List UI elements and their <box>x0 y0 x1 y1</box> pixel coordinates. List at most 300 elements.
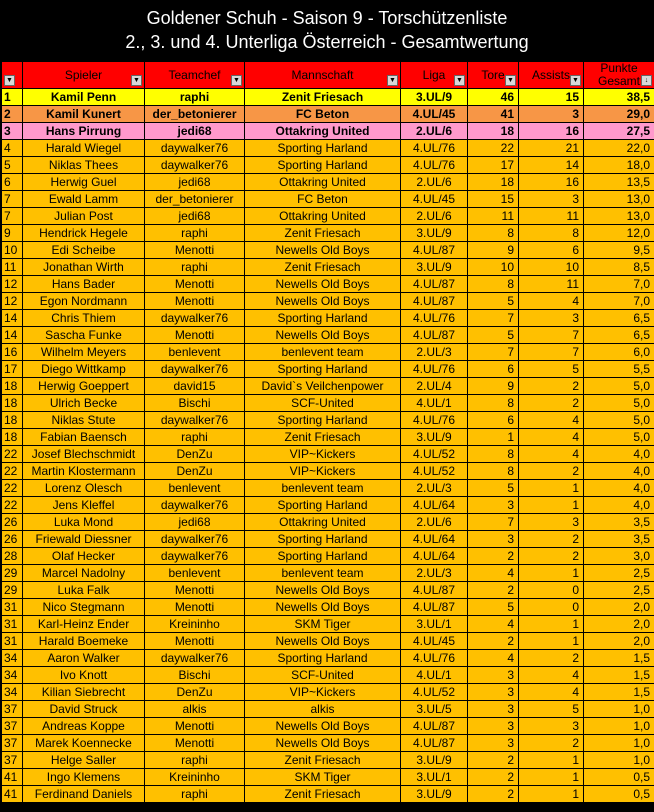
teamchef-cell[interactable]: daywalker76 <box>145 650 245 667</box>
assists-cell[interactable]: 1 <box>519 480 584 497</box>
points-cell[interactable]: 12,0 <box>584 225 654 242</box>
points-cell[interactable]: 27,5 <box>584 123 654 140</box>
rank-cell[interactable]: 34 <box>2 650 23 667</box>
player-cell[interactable]: Edi Scheibe <box>23 242 145 259</box>
goals-cell[interactable]: 7 <box>468 344 519 361</box>
league-cell[interactable]: 4.UL/87 <box>401 718 468 735</box>
goals-cell[interactable]: 2 <box>468 582 519 599</box>
dropdown-arrow-icon[interactable]: ▼ <box>505 75 516 86</box>
goals-cell[interactable]: 10 <box>468 259 519 276</box>
goals-cell[interactable]: 7 <box>468 514 519 531</box>
teamchef-cell[interactable]: david15 <box>145 378 245 395</box>
team-cell[interactable]: VIP~Kickers <box>245 463 401 480</box>
rank-cell[interactable]: 2 <box>2 106 23 123</box>
player-cell[interactable]: Hendrick Hegele <box>23 225 145 242</box>
player-cell[interactable]: Marek Koennecke <box>23 735 145 752</box>
rank-cell[interactable]: 37 <box>2 718 23 735</box>
rank-cell[interactable]: 18 <box>2 378 23 395</box>
league-cell[interactable]: 3.UL/1 <box>401 769 468 786</box>
assists-cell[interactable]: 3 <box>519 718 584 735</box>
goals-cell[interactable]: 2 <box>468 769 519 786</box>
team-cell[interactable]: Newells Old Boys <box>245 582 401 599</box>
header-teamchef[interactable]: Teamchef ▼ <box>145 62 245 89</box>
league-cell[interactable]: 4.UL/45 <box>401 191 468 208</box>
player-cell[interactable]: Wilhelm Meyers <box>23 344 145 361</box>
teamchef-cell[interactable]: daywalker76 <box>145 157 245 174</box>
league-cell[interactable]: 4.UL/52 <box>401 446 468 463</box>
goals-cell[interactable]: 15 <box>468 191 519 208</box>
league-cell[interactable]: 2.UL/6 <box>401 208 468 225</box>
assists-cell[interactable]: 1 <box>519 786 584 803</box>
goals-cell[interactable]: 8 <box>468 395 519 412</box>
points-cell[interactable]: 38,5 <box>584 89 654 106</box>
player-cell[interactable]: Niklas Stute <box>23 412 145 429</box>
teamchef-cell[interactable]: Bischi <box>145 667 245 684</box>
teamchef-cell[interactable]: daywalker76 <box>145 531 245 548</box>
points-cell[interactable]: 3,5 <box>584 531 654 548</box>
goals-cell[interactable]: 18 <box>468 123 519 140</box>
rank-cell[interactable]: 41 <box>2 769 23 786</box>
league-cell[interactable]: 3.UL/9 <box>401 786 468 803</box>
assists-cell[interactable]: 2 <box>519 548 584 565</box>
dropdown-arrow-icon[interactable]: ▼ <box>454 75 465 86</box>
rank-cell[interactable]: 14 <box>2 327 23 344</box>
league-cell[interactable]: 4.UL/52 <box>401 463 468 480</box>
team-cell[interactable]: SCF-United <box>245 667 401 684</box>
rank-cell[interactable]: 18 <box>2 412 23 429</box>
goals-cell[interactable]: 9 <box>468 242 519 259</box>
rank-cell[interactable]: 29 <box>2 565 23 582</box>
team-cell[interactable]: SCF-United <box>245 395 401 412</box>
teamchef-cell[interactable]: Menotti <box>145 276 245 293</box>
team-cell[interactable]: Newells Old Boys <box>245 293 401 310</box>
league-cell[interactable]: 4.UL/87 <box>401 582 468 599</box>
points-cell[interactable]: 13,0 <box>584 191 654 208</box>
points-cell[interactable]: 1,5 <box>584 667 654 684</box>
rank-cell[interactable]: 37 <box>2 701 23 718</box>
goals-cell[interactable]: 3 <box>468 497 519 514</box>
league-cell[interactable]: 4.UL/1 <box>401 667 468 684</box>
team-cell[interactable]: David`s Veilchenpower <box>245 378 401 395</box>
goals-cell[interactable]: 3 <box>468 667 519 684</box>
teamchef-cell[interactable]: jedi68 <box>145 174 245 191</box>
assists-cell[interactable]: 16 <box>519 123 584 140</box>
points-cell[interactable]: 29,0 <box>584 106 654 123</box>
team-cell[interactable]: Sporting Harland <box>245 412 401 429</box>
points-cell[interactable]: 2,5 <box>584 565 654 582</box>
points-cell[interactable]: 22,0 <box>584 140 654 157</box>
teamchef-cell[interactable]: daywalker76 <box>145 140 245 157</box>
assists-cell[interactable]: 11 <box>519 208 584 225</box>
team-cell[interactable]: Newells Old Boys <box>245 276 401 293</box>
rank-cell[interactable]: 31 <box>2 633 23 650</box>
league-cell[interactable]: 4.UL/87 <box>401 276 468 293</box>
league-cell[interactable]: 4.UL/87 <box>401 242 468 259</box>
goals-cell[interactable]: 3 <box>468 718 519 735</box>
assists-cell[interactable]: 10 <box>519 259 584 276</box>
league-cell[interactable]: 4.UL/45 <box>401 633 468 650</box>
assists-cell[interactable]: 4 <box>519 446 584 463</box>
teamchef-cell[interactable]: Menotti <box>145 633 245 650</box>
rank-cell[interactable]: 22 <box>2 480 23 497</box>
league-cell[interactable]: 3.UL/9 <box>401 225 468 242</box>
league-cell[interactable]: 3.UL/9 <box>401 89 468 106</box>
league-cell[interactable]: 4.UL/64 <box>401 497 468 514</box>
player-cell[interactable]: Andreas Koppe <box>23 718 145 735</box>
team-cell[interactable]: benlevent team <box>245 565 401 582</box>
goals-cell[interactable]: 4 <box>468 650 519 667</box>
rank-cell[interactable]: 1 <box>2 89 23 106</box>
points-cell[interactable]: 1,0 <box>584 735 654 752</box>
goals-cell[interactable]: 8 <box>468 225 519 242</box>
player-cell[interactable]: Herwig Guel <box>23 174 145 191</box>
player-cell[interactable]: Harald Wiegel <box>23 140 145 157</box>
assists-cell[interactable]: 2 <box>519 378 584 395</box>
rank-cell[interactable]: 16 <box>2 344 23 361</box>
team-cell[interactable]: Ottakring United <box>245 208 401 225</box>
teamchef-cell[interactable]: raphi <box>145 89 245 106</box>
rank-cell[interactable]: 12 <box>2 276 23 293</box>
rank-cell[interactable]: 31 <box>2 616 23 633</box>
assists-cell[interactable]: 3 <box>519 514 584 531</box>
goals-cell[interactable]: 8 <box>468 446 519 463</box>
player-cell[interactable]: Fabian Baensch <box>23 429 145 446</box>
teamchef-cell[interactable]: benlevent <box>145 565 245 582</box>
teamchef-cell[interactable]: Menotti <box>145 599 245 616</box>
points-cell[interactable]: 6,5 <box>584 327 654 344</box>
team-cell[interactable]: Sporting Harland <box>245 140 401 157</box>
team-cell[interactable]: Newells Old Boys <box>245 633 401 650</box>
teamchef-cell[interactable]: daywalker76 <box>145 412 245 429</box>
rank-cell[interactable]: 22 <box>2 463 23 480</box>
player-cell[interactable]: Ewald Lamm <box>23 191 145 208</box>
teamchef-cell[interactable]: jedi68 <box>145 123 245 140</box>
league-cell[interactable]: 2.UL/3 <box>401 565 468 582</box>
goals-cell[interactable]: 2 <box>468 548 519 565</box>
teamchef-cell[interactable]: Kreininho <box>145 616 245 633</box>
teamchef-cell[interactable]: DenZu <box>145 463 245 480</box>
rank-cell[interactable]: 14 <box>2 310 23 327</box>
teamchef-cell[interactable]: raphi <box>145 752 245 769</box>
points-cell[interactable]: 1,0 <box>584 701 654 718</box>
teamchef-cell[interactable]: Menotti <box>145 718 245 735</box>
team-cell[interactable]: Zenit Friesach <box>245 752 401 769</box>
player-cell[interactable]: Jonathan Wirth <box>23 259 145 276</box>
goals-cell[interactable]: 41 <box>468 106 519 123</box>
points-cell[interactable]: 4,0 <box>584 480 654 497</box>
teamchef-cell[interactable]: jedi68 <box>145 514 245 531</box>
teamchef-cell[interactable]: jedi68 <box>145 208 245 225</box>
points-cell[interactable]: 0,5 <box>584 769 654 786</box>
team-cell[interactable]: SKM Tiger <box>245 616 401 633</box>
league-cell[interactable]: 4.UL/76 <box>401 412 468 429</box>
assists-cell[interactable]: 2 <box>519 735 584 752</box>
goals-cell[interactable]: 46 <box>468 89 519 106</box>
team-cell[interactable]: Zenit Friesach <box>245 225 401 242</box>
league-cell[interactable]: 4.UL/87 <box>401 327 468 344</box>
header-mannschaft[interactable]: Mannschaft ▼ <box>245 62 401 89</box>
header-tore[interactable]: Tore ▼ <box>468 62 519 89</box>
assists-cell[interactable]: 5 <box>519 361 584 378</box>
assists-cell[interactable]: 0 <box>519 599 584 616</box>
league-cell[interactable]: 4.UL/76 <box>401 361 468 378</box>
team-cell[interactable]: Sporting Harland <box>245 497 401 514</box>
goals-cell[interactable]: 2 <box>468 752 519 769</box>
assists-cell[interactable]: 1 <box>519 616 584 633</box>
team-cell[interactable]: Ottakring United <box>245 123 401 140</box>
player-cell[interactable]: Karl-Heinz Ender <box>23 616 145 633</box>
team-cell[interactable]: FC Beton <box>245 106 401 123</box>
teamchef-cell[interactable]: DenZu <box>145 446 245 463</box>
rank-cell[interactable]: 3 <box>2 123 23 140</box>
player-cell[interactable]: Ulrich Becke <box>23 395 145 412</box>
teamchef-cell[interactable]: raphi <box>145 429 245 446</box>
league-cell[interactable]: 2.UL/6 <box>401 174 468 191</box>
teamchef-cell[interactable]: DenZu <box>145 684 245 701</box>
team-cell[interactable]: Newells Old Boys <box>245 242 401 259</box>
player-cell[interactable]: Luka Falk <box>23 582 145 599</box>
player-cell[interactable]: Ingo Klemens <box>23 769 145 786</box>
league-cell[interactable]: 4.UL/76 <box>401 140 468 157</box>
teamchef-cell[interactable]: daywalker76 <box>145 497 245 514</box>
league-cell[interactable]: 4.UL/52 <box>401 684 468 701</box>
team-cell[interactable]: Newells Old Boys <box>245 327 401 344</box>
team-cell[interactable]: SKM Tiger <box>245 769 401 786</box>
assists-cell[interactable]: 5 <box>519 701 584 718</box>
points-cell[interactable]: 6,5 <box>584 310 654 327</box>
teamchef-cell[interactable]: Menotti <box>145 242 245 259</box>
team-cell[interactable]: Newells Old Boys <box>245 735 401 752</box>
player-cell[interactable]: Ivo Knott <box>23 667 145 684</box>
teamchef-cell[interactable]: raphi <box>145 786 245 803</box>
player-cell[interactable]: Luka Mond <box>23 514 145 531</box>
goals-cell[interactable]: 22 <box>468 140 519 157</box>
goals-cell[interactable]: 5 <box>468 480 519 497</box>
team-cell[interactable]: alkis <box>245 701 401 718</box>
assists-cell[interactable]: 2 <box>519 395 584 412</box>
assists-cell[interactable]: 1 <box>519 752 584 769</box>
player-cell[interactable]: Kamil Kunert <box>23 106 145 123</box>
team-cell[interactable]: Ottakring United <box>245 514 401 531</box>
player-cell[interactable]: Egon Nordmann <box>23 293 145 310</box>
rank-cell[interactable]: 10 <box>2 242 23 259</box>
team-cell[interactable]: benlevent team <box>245 344 401 361</box>
points-cell[interactable]: 5,0 <box>584 378 654 395</box>
player-cell[interactable]: Jens Kleffel <box>23 497 145 514</box>
points-cell[interactable]: 2,5 <box>584 582 654 599</box>
points-cell[interactable]: 6,0 <box>584 344 654 361</box>
assists-cell[interactable]: 1 <box>519 769 584 786</box>
points-cell[interactable]: 5,0 <box>584 429 654 446</box>
goals-cell[interactable]: 5 <box>468 599 519 616</box>
teamchef-cell[interactable]: Kreininho <box>145 769 245 786</box>
player-cell[interactable]: Kilian Siebrecht <box>23 684 145 701</box>
dropdown-arrow-icon[interactable]: ▼ <box>387 75 398 86</box>
assists-cell[interactable]: 1 <box>519 497 584 514</box>
points-cell[interactable]: 2,0 <box>584 616 654 633</box>
assists-cell[interactable]: 8 <box>519 225 584 242</box>
team-cell[interactable]: FC Beton <box>245 191 401 208</box>
rank-cell[interactable]: 26 <box>2 514 23 531</box>
player-cell[interactable]: Sascha Funke <box>23 327 145 344</box>
assists-cell[interactable]: 7 <box>519 327 584 344</box>
points-cell[interactable]: 1,5 <box>584 684 654 701</box>
league-cell[interactable]: 4.UL/45 <box>401 106 468 123</box>
player-cell[interactable]: Diego Wittkamp <box>23 361 145 378</box>
rank-cell[interactable]: 31 <box>2 599 23 616</box>
rank-cell[interactable]: 9 <box>2 225 23 242</box>
goals-cell[interactable]: 8 <box>468 276 519 293</box>
goals-cell[interactable]: 2 <box>468 633 519 650</box>
dropdown-arrow-icon[interactable]: ▼ <box>231 75 242 86</box>
league-cell[interactable]: 4.UL/87 <box>401 599 468 616</box>
rank-cell[interactable]: 29 <box>2 582 23 599</box>
points-cell[interactable]: 9,5 <box>584 242 654 259</box>
league-cell[interactable]: 3.UL/5 <box>401 701 468 718</box>
teamchef-cell[interactable]: benlevent <box>145 344 245 361</box>
assists-cell[interactable]: 16 <box>519 174 584 191</box>
goals-cell[interactable]: 7 <box>468 310 519 327</box>
teamchef-cell[interactable]: Menotti <box>145 293 245 310</box>
goals-cell[interactable]: 5 <box>468 327 519 344</box>
league-cell[interactable]: 4.UL/64 <box>401 548 468 565</box>
league-cell[interactable]: 3.UL/9 <box>401 429 468 446</box>
player-cell[interactable]: Ferdinand Daniels <box>23 786 145 803</box>
rank-cell[interactable]: 37 <box>2 735 23 752</box>
league-cell[interactable]: 4.UL/76 <box>401 310 468 327</box>
rank-cell[interactable]: 7 <box>2 191 23 208</box>
rank-cell[interactable]: 37 <box>2 752 23 769</box>
assists-cell[interactable]: 3 <box>519 310 584 327</box>
goals-cell[interactable]: 5 <box>468 293 519 310</box>
league-cell[interactable]: 2.UL/6 <box>401 123 468 140</box>
teamchef-cell[interactable]: der_betonierer <box>145 191 245 208</box>
assists-cell[interactable]: 0 <box>519 582 584 599</box>
teamchef-cell[interactable]: Bischi <box>145 395 245 412</box>
goals-cell[interactable]: 3 <box>468 531 519 548</box>
league-cell[interactable]: 4.UL/87 <box>401 293 468 310</box>
header-assists[interactable]: Assists ▼ <box>519 62 584 89</box>
goals-cell[interactable]: 6 <box>468 361 519 378</box>
team-cell[interactable]: Ottakring United <box>245 174 401 191</box>
league-cell[interactable]: 4.UL/64 <box>401 531 468 548</box>
team-cell[interactable]: Zenit Friesach <box>245 259 401 276</box>
points-cell[interactable]: 7,0 <box>584 276 654 293</box>
goals-cell[interactable]: 4 <box>468 565 519 582</box>
points-cell[interactable]: 1,5 <box>584 650 654 667</box>
rank-cell[interactable]: 41 <box>2 786 23 803</box>
assists-cell[interactable]: 4 <box>519 684 584 701</box>
goals-cell[interactable]: 2 <box>468 786 519 803</box>
player-cell[interactable]: Hans Bader <box>23 276 145 293</box>
team-cell[interactable]: benlevent team <box>245 480 401 497</box>
goals-cell[interactable]: 11 <box>468 208 519 225</box>
rank-cell[interactable]: 22 <box>2 446 23 463</box>
dropdown-arrow-icon[interactable]: ▼ <box>570 75 581 86</box>
rank-cell[interactable]: 26 <box>2 531 23 548</box>
teamchef-cell[interactable]: daywalker76 <box>145 310 245 327</box>
points-cell[interactable]: 7,0 <box>584 293 654 310</box>
teamchef-cell[interactable]: raphi <box>145 225 245 242</box>
goals-cell[interactable]: 1 <box>468 429 519 446</box>
goals-cell[interactable]: 3 <box>468 701 519 718</box>
teamchef-cell[interactable]: alkis <box>145 701 245 718</box>
assists-cell[interactable]: 21 <box>519 140 584 157</box>
points-cell[interactable]: 1,0 <box>584 718 654 735</box>
league-cell[interactable]: 4.UL/87 <box>401 735 468 752</box>
teamchef-cell[interactable]: Menotti <box>145 327 245 344</box>
assists-cell[interactable]: 6 <box>519 242 584 259</box>
player-cell[interactable]: Josef Blechschmidt <box>23 446 145 463</box>
league-cell[interactable]: 2.UL/3 <box>401 344 468 361</box>
assists-cell[interactable]: 3 <box>519 106 584 123</box>
team-cell[interactable]: Sporting Harland <box>245 310 401 327</box>
goals-cell[interactable]: 9 <box>468 378 519 395</box>
assists-cell[interactable]: 1 <box>519 565 584 582</box>
team-cell[interactable]: VIP~Kickers <box>245 684 401 701</box>
points-cell[interactable]: 4,0 <box>584 446 654 463</box>
player-cell[interactable]: Martin Klostermann <box>23 463 145 480</box>
assists-cell[interactable]: 1 <box>519 633 584 650</box>
assists-cell[interactable]: 2 <box>519 650 584 667</box>
goals-cell[interactable]: 18 <box>468 174 519 191</box>
header-spieler[interactable]: Spieler ▼ <box>23 62 145 89</box>
league-cell[interactable]: 3.UL/1 <box>401 616 468 633</box>
player-cell[interactable]: Marcel Nadolny <box>23 565 145 582</box>
player-cell[interactable]: Kamil Penn <box>23 89 145 106</box>
team-cell[interactable]: Newells Old Boys <box>245 599 401 616</box>
player-cell[interactable]: Friewald Diessner <box>23 531 145 548</box>
teamchef-cell[interactable]: Menotti <box>145 735 245 752</box>
assists-cell[interactable]: 4 <box>519 293 584 310</box>
team-cell[interactable]: Sporting Harland <box>245 548 401 565</box>
player-cell[interactable]: Julian Post <box>23 208 145 225</box>
goals-cell[interactable]: 6 <box>468 412 519 429</box>
team-cell[interactable]: Zenit Friesach <box>245 429 401 446</box>
league-cell[interactable]: 2.UL/3 <box>401 480 468 497</box>
sort-descending-icon[interactable]: ↓ <box>641 75 652 86</box>
rank-cell[interactable]: 6 <box>2 174 23 191</box>
league-cell[interactable]: 4.UL/76 <box>401 650 468 667</box>
points-cell[interactable]: 13,0 <box>584 208 654 225</box>
points-cell[interactable]: 2,0 <box>584 599 654 616</box>
rank-cell[interactable]: 34 <box>2 667 23 684</box>
points-cell[interactable]: 5,5 <box>584 361 654 378</box>
team-cell[interactable]: Sporting Harland <box>245 531 401 548</box>
teamchef-cell[interactable]: der_betonierer <box>145 106 245 123</box>
rank-cell[interactable]: 28 <box>2 548 23 565</box>
teamchef-cell[interactable]: benlevent <box>145 480 245 497</box>
assists-cell[interactable]: 15 <box>519 89 584 106</box>
rank-cell[interactable]: 12 <box>2 293 23 310</box>
points-cell[interactable]: 0,5 <box>584 786 654 803</box>
rank-cell[interactable]: 5 <box>2 157 23 174</box>
points-cell[interactable]: 3,0 <box>584 548 654 565</box>
team-cell[interactable]: Sporting Harland <box>245 157 401 174</box>
rank-cell[interactable]: 18 <box>2 395 23 412</box>
dropdown-arrow-icon[interactable]: ▼ <box>4 75 15 86</box>
league-cell[interactable]: 2.UL/6 <box>401 514 468 531</box>
points-cell[interactable]: 4,0 <box>584 463 654 480</box>
league-cell[interactable]: 3.UL/9 <box>401 259 468 276</box>
assists-cell[interactable]: 3 <box>519 191 584 208</box>
league-cell[interactable]: 3.UL/9 <box>401 752 468 769</box>
player-cell[interactable]: Hans Pirrung <box>23 123 145 140</box>
points-cell[interactable]: 1,0 <box>584 752 654 769</box>
player-cell[interactable]: Nico Stegmann <box>23 599 145 616</box>
dropdown-arrow-icon[interactable]: ▼ <box>131 75 142 86</box>
assists-cell[interactable]: 4 <box>519 429 584 446</box>
